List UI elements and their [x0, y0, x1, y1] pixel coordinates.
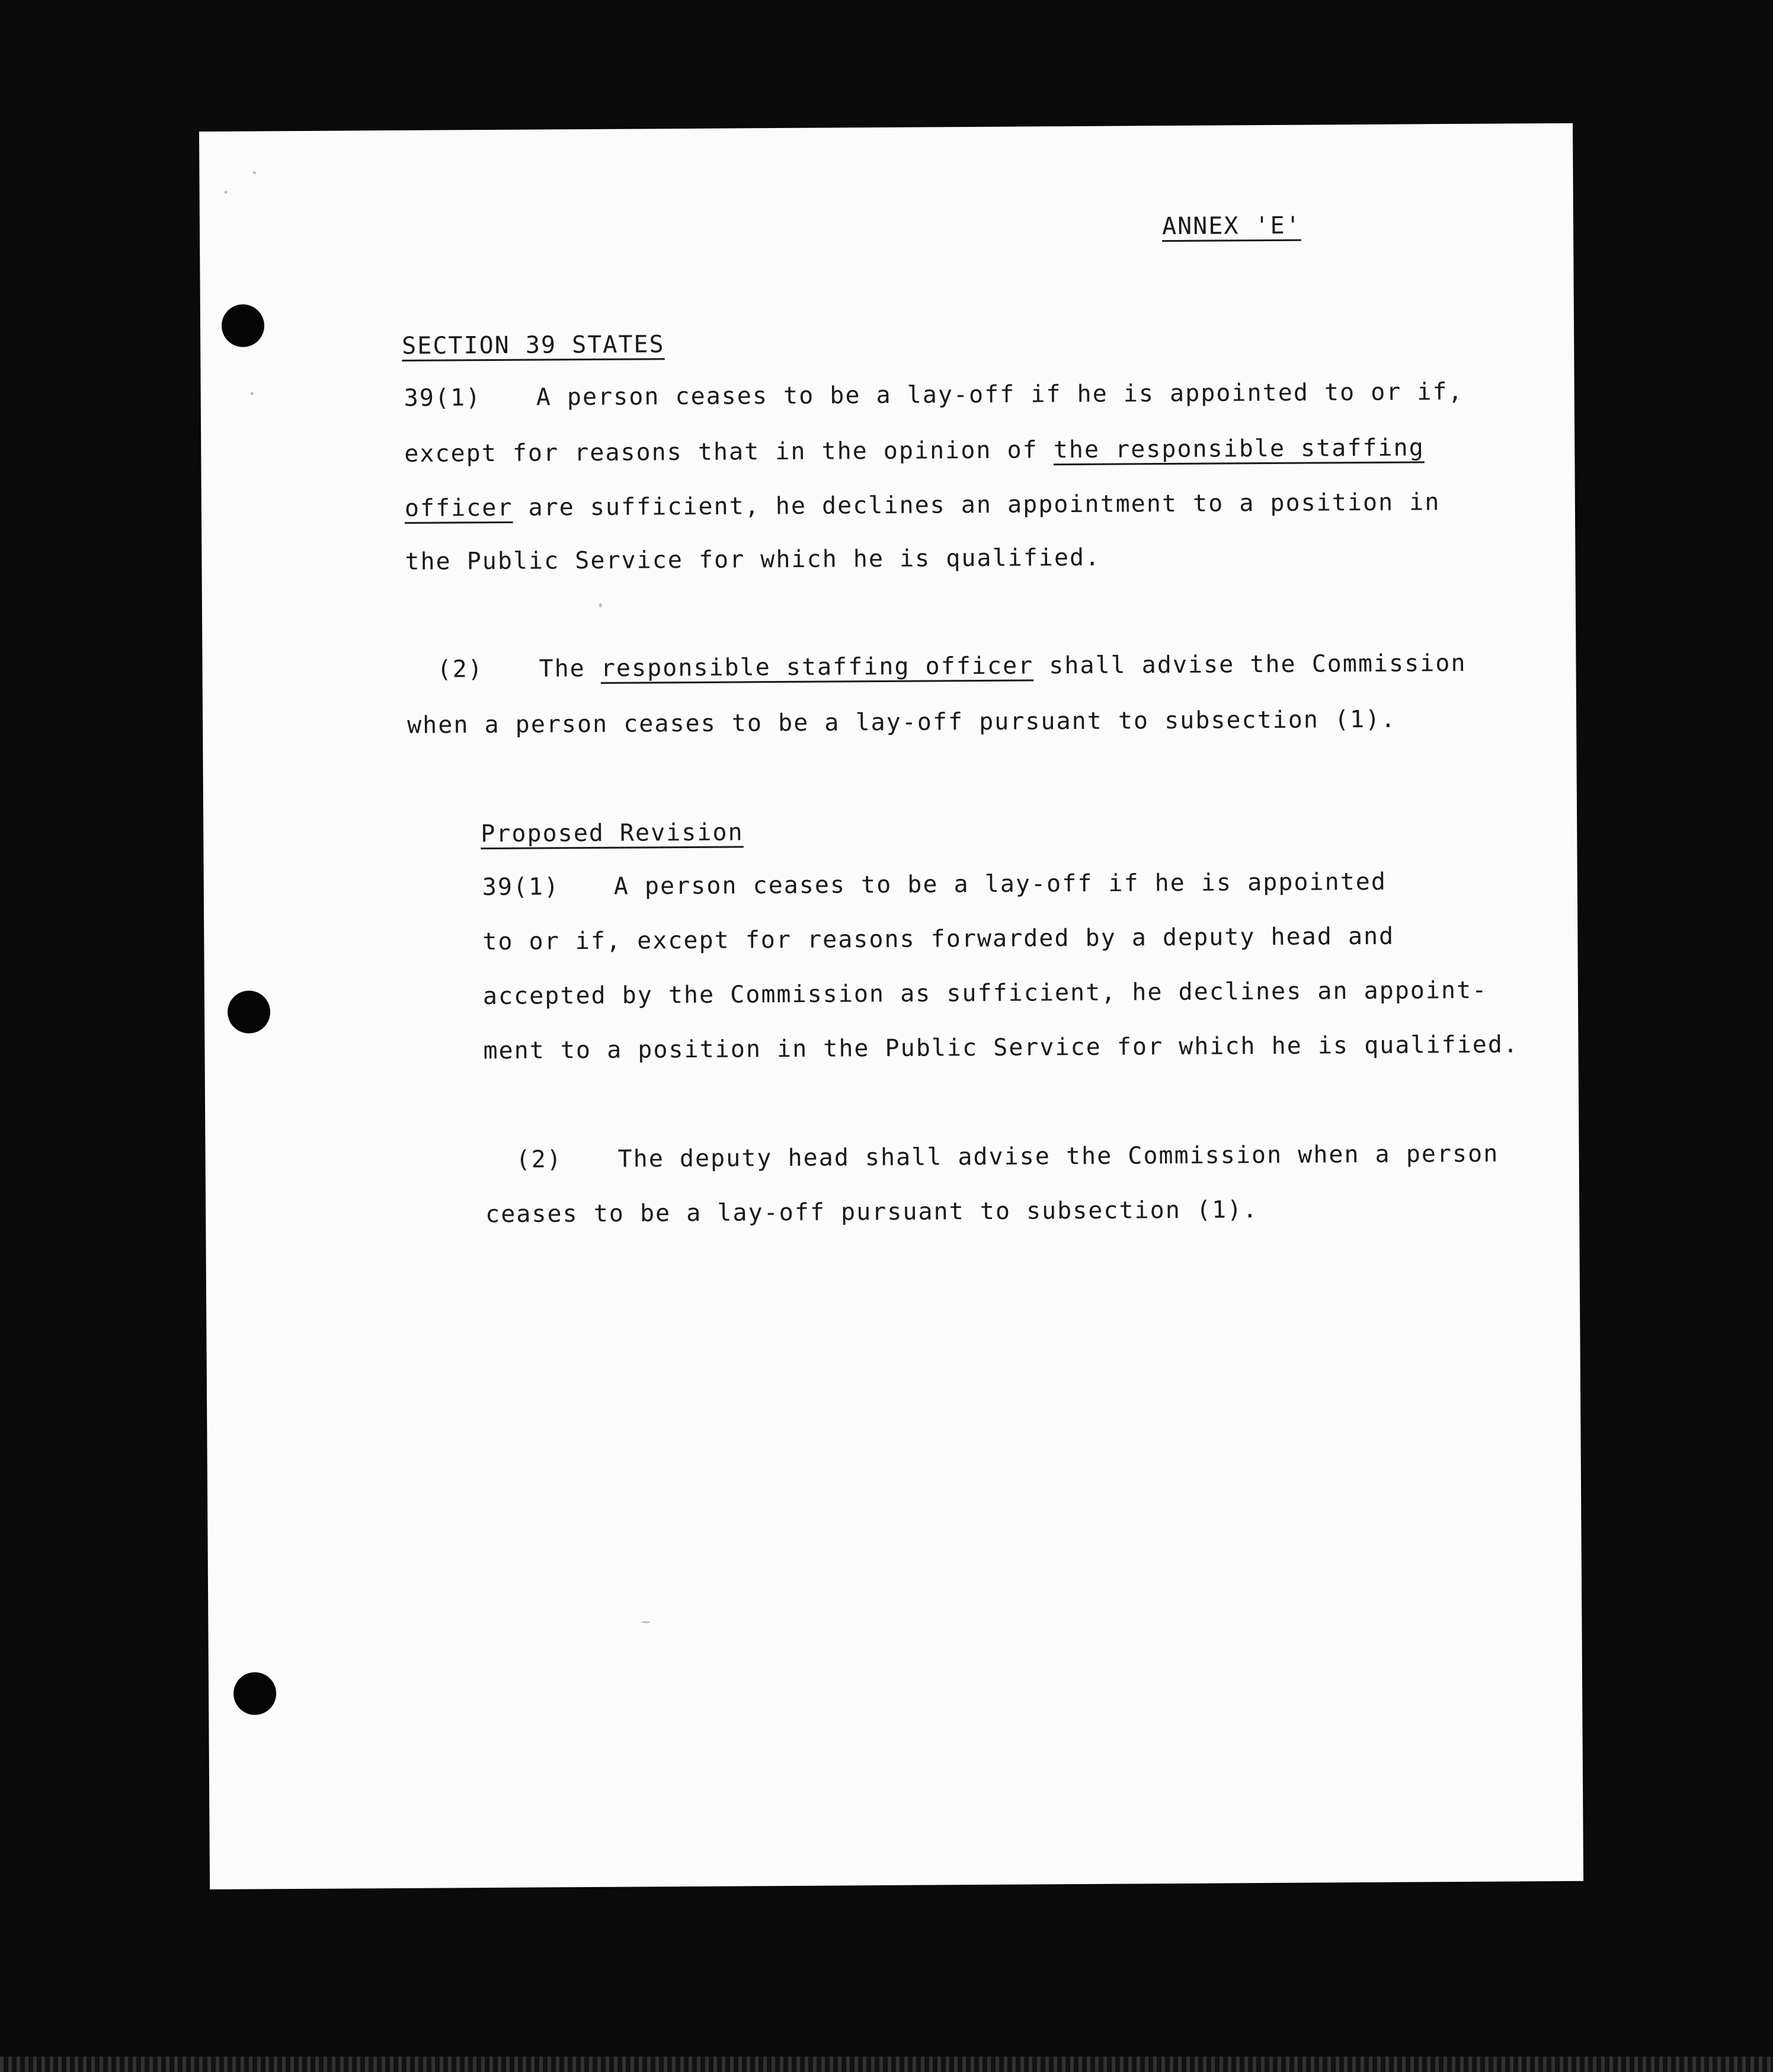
existing-sub2-number: (2): [437, 656, 484, 683]
existing-sub1-line4: the Public Service for which he is qualified.: [405, 543, 1101, 575]
binder-hole-middle: [228, 990, 270, 1033]
existing-sub1-line3: [405, 490, 1441, 520]
annex-label: ANNEX 'E': [1161, 212, 1301, 241]
speck: [641, 1621, 650, 1623]
speck: [252, 171, 256, 174]
binder-hole-bottom: [233, 1672, 276, 1715]
existing-sub1-line2: [404, 436, 1425, 466]
revision-sub2-line2: ceases to be a lay-off pursuant to subsection (1).: [485, 1196, 1259, 1229]
existing-sub2-line1-prefix: The: [539, 654, 601, 683]
existing-sub1-line3-suffix: are sufficient, he declines an appointment to a position in: [513, 488, 1441, 522]
section-heading: SECTION 39 STATES: [402, 331, 665, 360]
existing-sub1-line2-prefix: except for reasons that in the opinion of: [404, 436, 1054, 468]
existing-sub2-line1-underlined: responsible staffing officer: [600, 652, 1034, 682]
existing-sub2-line1: [539, 651, 1466, 681]
film-edge-strip: [0, 2057, 1773, 2072]
revision-sub1-number: 39(1): [482, 873, 560, 901]
revision-sub2-line1: The deputy head shall advise the Commission when a person: [617, 1140, 1499, 1173]
revision-sub1-line4: ment to a position in the Public Service for which he is qualified.: [483, 1031, 1519, 1065]
existing-sub1-line1: A person ceases to be a lay-off if he is appointed to or if,: [536, 378, 1464, 411]
existing-sub1-number: 39(1): [404, 384, 482, 412]
existing-sub1-line2-underlined: the responsible staffing: [1053, 434, 1425, 464]
revision-sub1-line2: to or if, except for reasons forwarded by a deputy head and: [482, 922, 1395, 956]
existing-sub2-line1-suffix: shall advise the Commission: [1033, 649, 1467, 680]
existing-sub2-line2: when a person ceases to be a lay-off pursuant to subsection (1).: [407, 705, 1397, 739]
revision-sub2-number: (2): [516, 1146, 562, 1174]
revision-heading: Proposed Revision: [481, 818, 744, 848]
revision-sub1-line3: accepted by the Commission as sufficient, he declines an appoint-: [482, 976, 1488, 1011]
existing-sub1-line3-underlined: officer: [404, 494, 513, 522]
document-page: [199, 123, 1583, 1889]
speck: [225, 191, 228, 194]
revision-sub1-line1: A person ceases to be a lay-off if he is appointed: [613, 868, 1387, 900]
binder-hole-top: [222, 304, 264, 347]
speck: [599, 603, 602, 607]
speck: [251, 392, 254, 395]
